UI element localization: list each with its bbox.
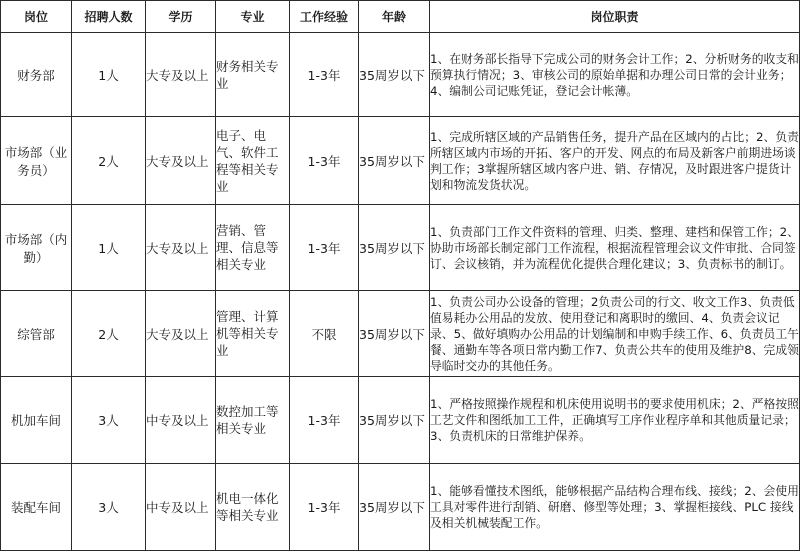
cell-experience: 1-3年 (290, 33, 359, 117)
cell-count: 1人 (72, 205, 146, 291)
cell-duties: 1、负责公司办公设备的管理；2负责公司的行文、收文工作3、负责低值易耗办公用品的发放、使用登记和离职时的缴回、4、负责会议记录、5、做好填购办公用品的计划编制和申购手续工作、6、负责员工午餐、通勤车等各项日常内勤工作7、负责公共车的使用及维护8、完成领导临时交办的其他任务。 (430, 291, 800, 377)
cell-count: 1人 (72, 33, 146, 117)
cell-age: 35周岁以下 (359, 291, 430, 377)
cell-position: 财务部 (1, 33, 72, 117)
cell-age: 35周岁以下 (359, 117, 430, 205)
cell-education: 大专及以上 (146, 33, 216, 117)
header-major: 专业 (216, 1, 290, 33)
cell-duties: 1、能够看懂技术图纸，能够根据产品结构合理布线、接线；2、会使用工具对零件进行刮销、研磨、修型等处理；3、掌握柜接线、PLC 接线及相关机械装配工作。 (430, 464, 800, 551)
cell-education: 中专及以上 (146, 464, 216, 551)
cell-age: 35周岁以下 (359, 464, 430, 551)
cell-position: 市场部（业务员） (1, 117, 72, 205)
cell-major: 数控加工等相关专业 (216, 377, 290, 464)
cell-count: 3人 (72, 377, 146, 464)
cell-education: 大专及以上 (146, 117, 216, 205)
cell-major: 管理、计算机等相关专业 (216, 291, 290, 377)
cell-experience: 不限 (290, 291, 359, 377)
cell-experience: 1-3年 (290, 205, 359, 291)
cell-major: 营销、管理、信息等相关专业 (216, 205, 290, 291)
cell-major: 财务相关专业 (216, 33, 290, 117)
header-row (1, 1, 800, 33)
cell-count: 2人 (72, 291, 146, 377)
header-education: 学历 (146, 1, 216, 33)
table-row (1, 291, 800, 377)
cell-education: 中专及以上 (146, 377, 216, 464)
cell-age: 35周岁以下 (359, 377, 430, 464)
table-row (1, 205, 800, 291)
cell-duties: 1、严格按照操作规程和机床使用说明书的要求使用机床；2、严格按照工艺文件和图纸加工工件，正确填写工序作业程序单和其他质量记录；3、负责机床的日常维护保养。 (430, 377, 800, 464)
header-position: 岗位 (1, 1, 72, 33)
cell-experience: 1-3年 (290, 464, 359, 551)
cell-duties: 1、完成所辖区域的产品销售任务，提升产品在区域内的占比；2、负责所辖区域内市场的开拓、客户的开发、网点的布局及新客户前期进场谈判工作；3掌握所辖区域内客户进、销、存情况，及时跟进客户提货计划和物流发货状况。 (430, 117, 800, 205)
header-age: 年龄 (359, 1, 430, 33)
cell-position: 市场部（内勤） (1, 205, 72, 291)
cell-age: 35周岁以下 (359, 205, 430, 291)
header-count: 招聘人数 (72, 1, 146, 33)
cell-major: 电子、电气、软件工程等相关专业 (216, 117, 290, 205)
cell-education: 大专及以上 (146, 291, 216, 377)
cell-count: 3人 (72, 464, 146, 551)
cell-major: 机电一体化等相关专业 (216, 464, 290, 551)
table-row (1, 33, 800, 117)
table-row (1, 464, 800, 551)
cell-experience: 1-3年 (290, 117, 359, 205)
cell-count: 2人 (72, 117, 146, 205)
cell-education: 大专及以上 (146, 205, 216, 291)
cell-position: 综管部 (1, 291, 72, 377)
cell-position: 装配车间 (1, 464, 72, 551)
table-row (1, 117, 800, 205)
cell-position: 机加车间 (1, 377, 72, 464)
cell-age: 35周岁以下 (359, 33, 430, 117)
cell-duties: 1、在财务部长指导下完成公司的财务会计工作；2、分析财务的收支和预算执行情况；3、审核公司的原始单据和办理公司日常的会计业务；4、编制公司记账凭证，登记会计帐薄。 (430, 33, 800, 117)
table-row (1, 377, 800, 464)
header-duties: 岗位职责 (430, 1, 800, 33)
header-experience: 工作经验 (290, 1, 359, 33)
cell-experience: 1-3年 (290, 377, 359, 464)
cell-duties: 1、负责部门工作文件资料的管理、归类、整理、建档和保管工作；2、协助市场部长制定部门工作流程，根据流程管理会议文件审批、合同签订、会议核销，并为流程优化提供合理化建议；3、负责标书的制订。 (430, 205, 800, 291)
